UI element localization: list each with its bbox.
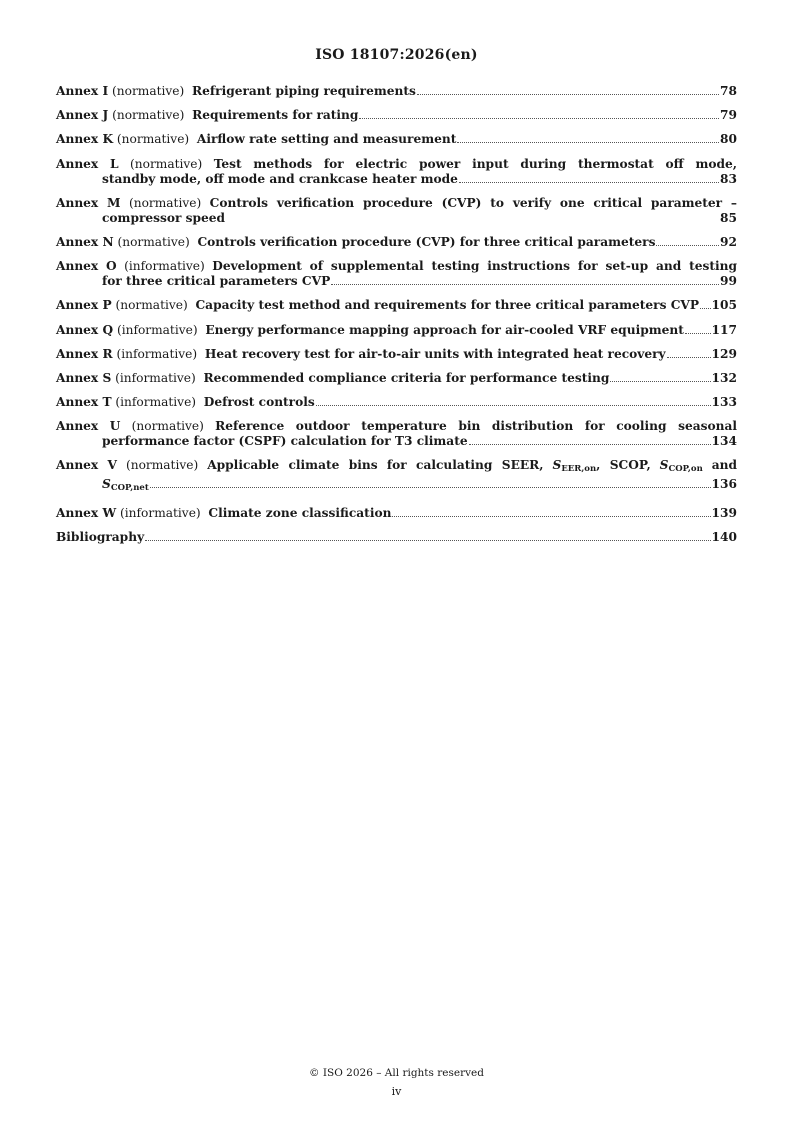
toc-entry-annex-u[interactable] (56, 419, 737, 449)
toc-entry-annex-k[interactable] (56, 132, 737, 147)
annex-type: (normative) (131, 419, 204, 434)
annex-type: (informative) (115, 395, 197, 410)
annex-type: (informative) (115, 370, 196, 385)
annex-label: Annex Q (56, 322, 114, 337)
annex-label: Annex P (56, 298, 112, 313)
footer-page-number: iv (391, 1085, 402, 1098)
bibliography-label: Bibliography (56, 529, 145, 544)
leader-space (226, 221, 719, 222)
annex-label: Annex I (56, 84, 109, 98)
annex-title: Recommended compliance criteria for performance testing (203, 370, 610, 385)
leader-dots (150, 486, 711, 488)
annex-label: Annex M (56, 195, 121, 210)
copyright-notice: © ISO 2026 – All rights reserved (309, 1067, 484, 1079)
annex-title-line-1: Test methods for electric power input during thermostat off mode, (213, 156, 737, 171)
annex-type: (normative) (130, 156, 203, 171)
toc-entry-annex-j[interactable] (56, 108, 737, 123)
annex-type: (normative) (112, 108, 185, 123)
annex-type: (informative) (116, 346, 198, 361)
annex-type: (normative) (125, 458, 199, 473)
toc-entry-annex-t[interactable] (56, 395, 737, 410)
leader-dots (417, 93, 719, 95)
leader-dots (457, 141, 719, 143)
annex-title: Controls verification procedure (CVP) for three critical parameters (197, 234, 656, 249)
toc-entry-annex-s[interactable] (56, 371, 737, 386)
annex-label: Annex V (56, 458, 117, 473)
annex-type: (normative) (112, 84, 185, 98)
leader-dots (316, 404, 711, 406)
annex-type: (normative) (117, 234, 190, 249)
toc-entry-annex-r[interactable] (56, 347, 737, 362)
page-number: 136 (711, 477, 737, 492)
annex-title: Airflow rate setting and measurement (196, 132, 457, 147)
toc-entry-annex-m[interactable] (56, 196, 737, 226)
leader-dots (656, 244, 719, 246)
annex-label: Annex N (56, 234, 114, 249)
annex-title-line-1: Reference outdoor temperature bin distribution for cooling seasonal (215, 419, 737, 434)
annex-type: (informative) (116, 322, 198, 337)
page-number: 140 (711, 529, 737, 544)
page-number: 132 (711, 370, 737, 385)
leader-dots (392, 515, 710, 517)
symbol-s-eer-on: $S_{EER,on}$ (552, 458, 597, 475)
leader-dots (459, 181, 719, 183)
annex-label: Annex O (56, 259, 117, 274)
annex-label: Annex K (56, 132, 114, 147)
page-number: 79 (720, 108, 737, 123)
page-number: 99 (720, 274, 737, 289)
annex-title: Heat recovery test for air-to-air units with integrated heat recovery (204, 346, 666, 361)
symbol-s-cop-on: $S_{COP,on}$ (659, 458, 703, 475)
annex-title-part-c: and (711, 458, 737, 473)
page-number: 133 (711, 395, 737, 410)
annex-title: Refrigerant piping requirements (192, 84, 416, 98)
leader-dots (700, 307, 711, 309)
leader-dots (331, 283, 719, 285)
toc-entry-annex-o[interactable] (56, 259, 737, 289)
toc-entry-annex-q[interactable] (56, 323, 737, 338)
annex-title-line-2: compressor speed (102, 210, 226, 225)
page-number: 117 (711, 322, 737, 337)
annex-title-line-1: Development of supplemental testing instructions for set-up and testing (212, 259, 738, 274)
annex-title-line-2: standby mode, off mode and crankcase heater mode (102, 171, 458, 186)
page-number: 139 (711, 505, 737, 520)
page-number: 129 (711, 346, 737, 361)
table-of-contents (56, 84, 737, 554)
annex-type: (informative) (124, 259, 205, 274)
annex-title: Energy performance mapping approach for air-cooled VRF equipment (205, 322, 684, 337)
annex-type: (normative) (115, 298, 188, 313)
annex-title: Defrost controls (203, 395, 315, 410)
leader-dots (667, 356, 711, 358)
toc-entry-bibliography[interactable] (56, 530, 737, 545)
page-number: 92 (720, 234, 737, 249)
annex-label: Annex U (56, 419, 121, 434)
annex-label: Annex J (56, 108, 109, 123)
annex-label: Annex T (56, 395, 112, 410)
annex-type: (normative) (116, 132, 190, 147)
page-number: 134 (711, 434, 737, 449)
annex-label: Annex W (56, 505, 117, 520)
annex-title-line-2: performance factor (CSPF) calculation for T3 climate (102, 434, 468, 449)
annex-title: Capacity test method and requirements for three critical parameters CVP (195, 298, 700, 313)
annex-title: Requirements for rating (192, 108, 359, 123)
toc-entry-annex-v[interactable] (56, 458, 737, 496)
leader-dots (145, 539, 710, 541)
annex-type: (informative) (120, 505, 201, 520)
annex-title: Climate zone classification (208, 505, 392, 520)
page-number: 78 (720, 84, 737, 98)
annex-label: Annex R (56, 346, 113, 361)
annex-title-line-2: for three critical parameters CVP (102, 274, 331, 289)
toc-entry-annex-n[interactable] (56, 235, 737, 250)
annex-label: Annex L (56, 156, 119, 171)
leader-dots (610, 380, 710, 382)
leader-dots (685, 332, 711, 334)
toc-entry-annex-p[interactable] (56, 298, 737, 313)
leader-dots (359, 117, 719, 119)
annex-title-line-1: Controls verification procedure (CVP) to verify one critical parameter – (209, 195, 738, 210)
toc-entry-annex-w[interactable] (56, 506, 737, 521)
toc-entry-annex-i[interactable] (56, 84, 737, 99)
annex-label: Annex S (56, 370, 112, 385)
page-number: 85 (720, 210, 737, 225)
symbol-s-cop-net: $S_{COP,net}$ (102, 477, 149, 494)
page-number: 105 (711, 298, 737, 313)
document-header: ISO 18107:2026(en) (315, 47, 478, 63)
annex-title-part-b: , SCOP, (596, 458, 651, 473)
leader-dots (469, 443, 711, 445)
toc-entry-annex-l[interactable] (56, 157, 737, 187)
page-number: 80 (720, 132, 737, 147)
annex-type: (normative) (128, 195, 202, 210)
page-number: 83 (720, 171, 737, 186)
annex-title-part-a: Applicable climate bins for calculating SEER, (207, 458, 544, 473)
